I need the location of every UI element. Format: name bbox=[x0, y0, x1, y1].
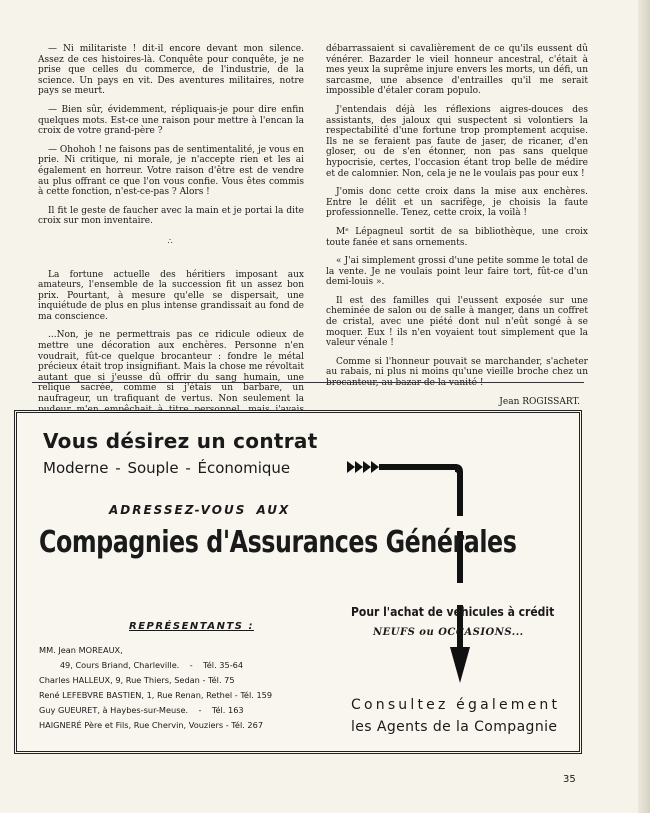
paragraph: « J'ai simplement grossi d'une petite somme le total de la vente. Je ne voulais point leur faire tort, fût-ce d'un demi-louis ». bbox=[326, 256, 588, 288]
new-or-used-text: NEUFS ou OCCASIONS... bbox=[373, 627, 524, 638]
author-signature: Jean ROGISSART. bbox=[499, 396, 580, 407]
paragraph: La fortune actuelle des héritiers imposant aux amateurs, l'ensemble de la succession fit un assez bon prix. Pourtant, à mesure qu'elle se dispersait, une inquiétude de plus en plus intense grandissait au fond de ma conscience. bbox=[38, 269, 304, 322]
representatives-list bbox=[39, 643, 359, 733]
representative-entry: Charles HALLEUX, 9, Rue Thiers, Sedan - Tél. 75 bbox=[39, 675, 235, 685]
credit-purchase-text: Pour l'achat de véhicules à crédit bbox=[351, 605, 555, 619]
paragraph: Il est des familles qui l'eussent exposée sur une cheminée de salon ou de salle à manger, dans un coffret de cristal, avec une piété dont nul n'eût songé à se moquer. Eux ! ils n'en voyaient tout simplement que la valeur vénale ! bbox=[326, 295, 588, 349]
ad-subtitle: Moderne - Souple - Économique bbox=[43, 459, 291, 477]
paragraph: Mᵉ Lépagneul sortit de sa bibliothèque, une croix toute fanée et sans ornements. bbox=[326, 226, 588, 248]
ad-title: Vous désirez un contrat bbox=[43, 429, 318, 453]
paragraph: — Ohohoh ! ne faisons pas de sentimentalité, je vous en prie. Ni critique, ni morale, je n'accepte rien et les ai également en horreur. Votre raison d'être est de vendre au plus offrant ce que l'on vous confie. Vous êtes commis à cette fonction, n'est-ce-pas ? Alors ! bbox=[38, 144, 304, 198]
representative-entry: René LEFEBVRE BASTIEN, 1, Rue Renan, Rethel - Tél. 159 bbox=[39, 690, 273, 700]
consult-line-2: les Agents de la Compagnie bbox=[351, 719, 558, 735]
section-break-dinkus: ∴ bbox=[167, 236, 175, 246]
paragraph: Comme si l'honneur pouvait se marchander, s'acheter au rabais, ni plus ni moins qu'une vieille broche chez un brocanteur, au bazar de la vanité ! bbox=[326, 356, 588, 389]
article-left-column bbox=[38, 44, 304, 434]
arrow-graphic-icon bbox=[347, 453, 477, 693]
paragraph: — Bien sûr, évidemment, répliquais-je pour dire enfin quelques mots. Est-ce une raison pour mettre à l'encan la croix de votre grand-père ? bbox=[38, 104, 304, 137]
paragraph: — Ni militariste ! dit-il encore devant mon silence. Assez de ces histoires-là. Conquête pour conquête, je ne prise que celles du commerce, de l'industrie, de la science. Un pays en vit. Des aventures militaires, notre pays se meurt. bbox=[38, 44, 304, 97]
paragraph: Il fit le geste de faucher avec la main et je portai la dite croix sur mon inventaire. bbox=[38, 205, 304, 227]
paragraph: ...Non, je ne permettrais pas ce ridicule odieux de mettre une décoration aux enchères. Personne n'en voudrait, fût-ce quelque brocanteur : fondre le métal précieux était trop insignifiant. Mais la chose me révoltait autant que si j'eusse dû offrir du sang humain, une relique sacrée, comme si j'étais un barbare, un naufrageur, un trafiquant de vertus. Non seulement la bbox=[38, 330, 304, 405]
paragraph: J'omis donc cette croix dans la mise aux enchères. Entre le délit et un sacrifège, je choisis la faute professionnelle. Tenez, cette croix, la voilà ! bbox=[326, 187, 588, 219]
representative-entry: Guy GUEURET, à Haybes-sur-Meuse. - Tél. 163 bbox=[39, 705, 244, 715]
consult-line-1: Consultez également bbox=[351, 697, 561, 713]
representative-entry: 49, Cours Briand, Charleville. - Tél. 35-64 bbox=[39, 660, 244, 670]
representatives-heading: REPRÉSENTANTS : bbox=[129, 621, 254, 632]
company-name: Compagnies d'Assurances Générales bbox=[39, 525, 517, 560]
article-right-column bbox=[326, 44, 588, 407]
paragraph: J'entendais déjà les réflexions aigres-douces des assistants, des jaloux qui suspectent si volontiers la respectabilité d'une fortune trop promptement acquise. Ils ne se feraient pas faute de jaser, de ricaner, d'en gloser, ou de s'en étonner, non pas sans quelque hypocrisie, certes, l'occasion étant trop belle de médire et de calomnier. Non, cela je ne le voulais pas pour eux ! bbox=[326, 104, 588, 179]
insurance-advertisement bbox=[14, 410, 582, 754]
address-label: ADRESSEZ-VOUS AUX bbox=[109, 503, 291, 517]
page-number: 35 bbox=[563, 774, 576, 785]
representative-entry: HAIGNERÉ Père et Fils, Rue Chervin, Vouziers - Tél. 267 bbox=[39, 720, 264, 730]
representative-entry: MM. Jean MOREAUX, bbox=[39, 645, 123, 655]
paragraph: débarrassaient si cavalièrement de ce qu'ils eussent dû vénérer. Bazarder le vieil honneur ancestral, c'était à mes yeux la suprême injure envers les morts, un défi, un sarcasme, une absence d'entrailles qu'il me serait impossible d'étaler coram populo. bbox=[326, 44, 588, 97]
horizontal-divider bbox=[32, 382, 584, 383]
page-edge-shadow bbox=[638, 0, 650, 813]
